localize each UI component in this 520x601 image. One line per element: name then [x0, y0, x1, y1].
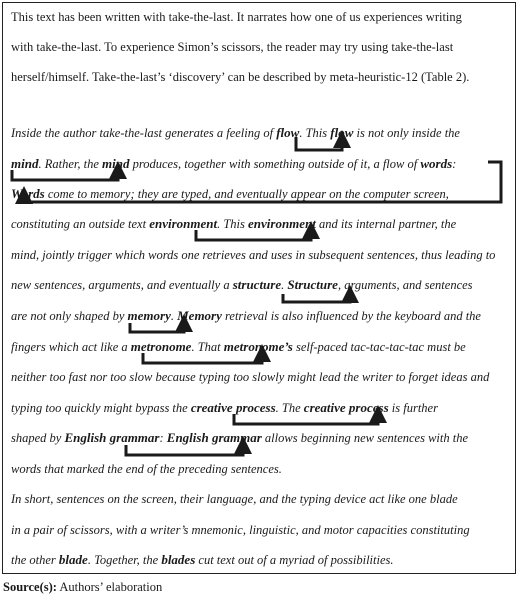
narrative-line-13 [11, 491, 458, 507]
text-run: Inside the author take-the-last generates a feeling of [11, 126, 277, 140]
narrative-line-15 [11, 552, 394, 568]
text-run: . Rather, the [38, 157, 103, 171]
narrative-line-12 [11, 461, 282, 477]
narrative-line-4 [11, 216, 456, 232]
keyword: Memory [177, 308, 222, 323]
text-run: allows beginning new sentences with the [261, 431, 469, 445]
source-label: Source(s): [3, 580, 57, 594]
keyword: creative process [303, 400, 389, 415]
narrative-line-1 [11, 125, 460, 141]
text-run: mind, jointly trigger which words one retrieves and uses in subsequent sentences, thus leading to [11, 248, 496, 262]
keyword: structure [232, 277, 282, 292]
keyword: environment [149, 216, 218, 231]
text-run: in a pair of scissors, with a writer’s mnemonic, linguistic, and motor capacities constituting [11, 523, 470, 537]
keyword: mind [102, 156, 130, 171]
keyword: metronome [130, 339, 192, 354]
text-run: In short, sentences on the screen, their language, and the typing device act like one blade [11, 492, 458, 506]
keyword: metronome’s [223, 339, 293, 354]
keyword: mind [11, 156, 39, 171]
text-run: cut text out of a myriad of possibilities. [195, 553, 394, 567]
keyword: flow [330, 125, 354, 140]
text-run: : [452, 157, 457, 171]
keyword: Structure [287, 277, 338, 292]
narrative-line-8 [11, 339, 466, 355]
text-run: and its internal partner, the [315, 217, 457, 231]
keyword: English grammar [166, 430, 262, 445]
text-run: retrieval is also influenced by the keyboard and the [221, 309, 481, 323]
text-run: neither too fast nor too slow because typing too slowly might lead the writer to forget ideas and [11, 370, 490, 384]
text-run: the other [11, 553, 59, 567]
text-run: , arguments, and sentences [337, 278, 473, 292]
text-run: . [281, 278, 288, 292]
narrative-line-7 [11, 308, 481, 324]
text-run: . This [299, 126, 331, 140]
text-run: produces, together with something outside of it, a flow of [129, 157, 421, 171]
intro-line-1: This text has been written with take-the-last. It narrates how one of us experiences writing [11, 10, 462, 24]
keyword: blades [161, 552, 196, 567]
text-run: : [159, 431, 167, 445]
narrative-line-6 [11, 277, 473, 293]
text-run: shaped by [11, 431, 65, 445]
source-caption [3, 580, 162, 595]
source-text: Authors’ elaboration [56, 580, 163, 594]
text-run: . That [191, 340, 224, 354]
text-run: . The [275, 401, 304, 415]
keyword: words [420, 156, 453, 171]
text-run: typing too quickly might bypass the [11, 401, 191, 415]
figure-frame [2, 2, 516, 574]
text-run: . [170, 309, 178, 323]
text-run: new sentences, arguments, and eventually a [11, 278, 233, 292]
text-run: is not only inside the [353, 126, 460, 140]
keyword: blade [58, 552, 88, 567]
text-run: . This [217, 217, 249, 231]
narrative-line-14 [11, 522, 470, 538]
keyword: environment [248, 216, 316, 231]
text-run: come to memory; they are typed, and eventually appear on the computer screen, [44, 187, 449, 201]
narrative-line-9 [11, 369, 489, 385]
keyword: flow [276, 125, 300, 140]
text-run: is further [388, 401, 438, 415]
keyword: English grammar [64, 430, 160, 445]
keyword: creative process [190, 400, 276, 415]
keyword: memory [127, 308, 171, 323]
text-run: fingers which act like a [11, 340, 131, 354]
text-run: words that marked the end of the preceding sentences. [11, 462, 282, 476]
intro-line-3: herself/himself. Take-the-last’s ‘discovery’ can be described by meta-heuristic-12 (Table 2). [11, 70, 470, 84]
text-run: constituting an outside text [11, 217, 150, 231]
text-run: . Together, the [87, 553, 162, 567]
keyword: Words [11, 186, 45, 201]
narrative-line-2 [11, 156, 456, 172]
narrative-line-5 [11, 247, 495, 263]
text-run: self-paced tac-tac-tac-tac must be [292, 340, 466, 354]
narrative-line-11 [11, 430, 468, 446]
intro-line-2: with take-the-last. To experience Simon’s scissors, the reader may try using take-the-last [11, 40, 454, 54]
narrative-line-10 [11, 400, 438, 416]
narrative-line-3 [11, 186, 449, 202]
text-run: are not only shaped by [11, 309, 128, 323]
